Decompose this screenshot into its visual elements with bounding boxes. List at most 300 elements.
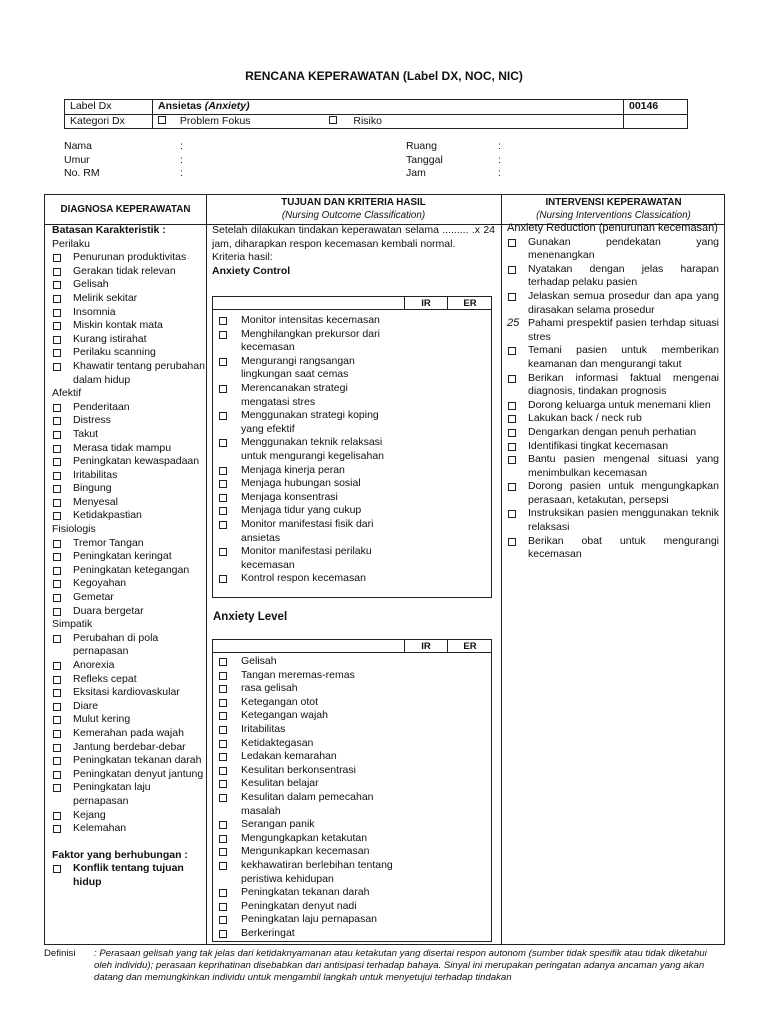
item-label: Peningkatan tekanan darah bbox=[73, 754, 202, 767]
tujuan-intro-block bbox=[212, 224, 495, 278]
patient-info-right-colons bbox=[498, 140, 501, 181]
item-label: Identifikasi tingkat kecemasan bbox=[528, 439, 669, 452]
checkbox[interactable] bbox=[508, 347, 516, 355]
checkbox[interactable] bbox=[219, 672, 227, 680]
afektif-list bbox=[52, 401, 207, 523]
list-item bbox=[218, 927, 398, 941]
colon: : bbox=[180, 167, 183, 179]
item-label: Peningkatan kewaspadaan bbox=[73, 455, 200, 468]
item-label: Temani pasien untuk memberikan keamanan dan mengurangi takut bbox=[528, 344, 719, 370]
list-item bbox=[52, 768, 207, 782]
list-item bbox=[52, 360, 207, 387]
list-item bbox=[52, 809, 207, 823]
list-item bbox=[218, 859, 398, 886]
checkbox[interactable] bbox=[53, 540, 61, 548]
checkbox[interactable] bbox=[219, 685, 227, 693]
item-label: Kontrol respon kecemasan bbox=[241, 572, 366, 585]
item-label: Dorong pasien untuk mengungkapkan perasaan, ketakutan, persepsi bbox=[528, 480, 719, 506]
checkbox[interactable] bbox=[219, 889, 227, 897]
list-item bbox=[218, 818, 398, 832]
list-item bbox=[218, 764, 398, 778]
checkbox[interactable] bbox=[53, 703, 61, 711]
item-label: Refleks cepat bbox=[73, 672, 137, 685]
checkbox[interactable] bbox=[508, 538, 516, 546]
item-label: Menggunakan strategi koping yang efektif bbox=[241, 409, 379, 435]
item-label: Iritabilitas bbox=[241, 722, 286, 735]
checkbox[interactable] bbox=[219, 930, 227, 938]
list-item bbox=[218, 886, 398, 900]
no-rm-label: No. RM bbox=[64, 167, 100, 179]
checkbox[interactable] bbox=[53, 689, 61, 697]
checkbox[interactable] bbox=[219, 358, 227, 366]
item-label: Tremor Tangan bbox=[73, 536, 144, 549]
kategori-empty-cell bbox=[624, 114, 688, 129]
ruang-label: Ruang bbox=[406, 140, 437, 152]
list-item bbox=[52, 496, 207, 510]
list-item bbox=[52, 754, 207, 768]
list-item bbox=[52, 632, 207, 659]
list-item bbox=[218, 355, 398, 382]
problem-fokus-checkbox[interactable] bbox=[158, 116, 166, 124]
list-item bbox=[52, 482, 207, 496]
item-label: Berikan informasi faktual mengenai diagnosis, tindakan prognosis bbox=[528, 371, 719, 398]
list-item bbox=[507, 426, 719, 440]
item-label: Miskin kontak mata bbox=[73, 319, 163, 332]
item-label: Perilaku scanning bbox=[73, 346, 156, 359]
checkbox[interactable] bbox=[53, 485, 61, 493]
colon: : bbox=[498, 167, 501, 179]
checkbox[interactable] bbox=[508, 483, 516, 491]
batasan-heading: Batasan Karakteristik : bbox=[52, 224, 166, 236]
list-item bbox=[218, 696, 398, 710]
list-item bbox=[218, 791, 398, 818]
item-label: Ledakan kemarahan bbox=[241, 750, 337, 763]
checkbox[interactable] bbox=[219, 331, 227, 339]
item-label: Mengunkapkan kecemasan bbox=[241, 845, 370, 858]
checkbox[interactable] bbox=[53, 865, 61, 873]
list-item bbox=[52, 251, 207, 265]
item-label: Menjaga kinerja peran bbox=[241, 463, 345, 476]
item-label: Lakukan back / neck rub bbox=[528, 412, 642, 425]
item-label: Merasa tidak mampu bbox=[73, 441, 172, 454]
checkbox[interactable] bbox=[219, 903, 227, 911]
checkbox[interactable] bbox=[53, 512, 61, 520]
checkbox[interactable] bbox=[53, 676, 61, 684]
checkbox[interactable] bbox=[508, 443, 516, 451]
item-label: Perubahan di pola pernapasan bbox=[73, 631, 159, 658]
checkbox[interactable] bbox=[219, 548, 227, 556]
item-label: Iritabilitas bbox=[73, 468, 118, 481]
checkbox[interactable] bbox=[53, 431, 61, 439]
checkbox[interactable] bbox=[53, 662, 61, 670]
item-label: Kelemahan bbox=[73, 822, 127, 835]
list-item bbox=[218, 409, 398, 436]
colon: : bbox=[180, 140, 183, 152]
problem-fokus-label: Problem Fokus bbox=[179, 114, 251, 127]
list-item bbox=[507, 507, 719, 534]
list-item bbox=[52, 455, 207, 469]
list-item bbox=[218, 655, 398, 669]
list-item bbox=[52, 292, 207, 306]
item-label: Gemetar bbox=[73, 591, 114, 604]
checkbox[interactable] bbox=[53, 812, 61, 820]
list-item bbox=[507, 317, 719, 344]
patient-info-left bbox=[64, 140, 100, 181]
list-item bbox=[52, 428, 207, 442]
list-item bbox=[52, 713, 207, 727]
item-label: Menjaga hubungan sosial bbox=[241, 477, 361, 490]
list-item bbox=[52, 509, 207, 523]
item-label: Serangan panik bbox=[241, 818, 315, 831]
checkbox[interactable] bbox=[53, 295, 61, 303]
label-dx-name: Ansietas bbox=[158, 100, 202, 112]
column-header-tujuan-sub: (Nursing Outcome Classification) bbox=[281, 209, 426, 221]
item-label: Khawatir tentang perubahan dalam hidup bbox=[73, 359, 205, 386]
tanggal-label: Tanggal bbox=[406, 153, 443, 166]
list-item bbox=[218, 913, 398, 927]
checkbox[interactable] bbox=[219, 480, 227, 488]
checkbox[interactable] bbox=[53, 445, 61, 453]
checkbox[interactable] bbox=[53, 553, 61, 561]
item-label: Jantung berdebar-debar bbox=[73, 740, 186, 753]
checkbox[interactable] bbox=[508, 456, 516, 464]
item-label: Dengarkan dengan penuh perhatian bbox=[528, 425, 697, 438]
column-divider bbox=[501, 195, 502, 944]
checkbox[interactable] bbox=[53, 417, 61, 425]
item-label: Menghilangkan prekursor dari kecemasan bbox=[241, 327, 380, 354]
checkbox[interactable] bbox=[53, 608, 61, 616]
item-label: Berikan obat untuk mengurangi kecemasan bbox=[528, 534, 719, 561]
list-item bbox=[218, 382, 398, 409]
list-item bbox=[507, 399, 719, 413]
diagnosa-column bbox=[52, 224, 207, 890]
column-header-intervensi-text: INTERVENSI KEPERAWATAN bbox=[545, 197, 682, 208]
perilaku-heading: Perilaku bbox=[52, 237, 90, 250]
item-label: Peningkatan ketegangan bbox=[73, 563, 190, 576]
kategori-options bbox=[153, 114, 624, 129]
item-label: Ketidaktegasan bbox=[241, 736, 314, 749]
item-label: Peningkatan denyut nadi bbox=[241, 899, 357, 912]
list-item bbox=[218, 682, 398, 696]
checkbox[interactable] bbox=[219, 494, 227, 502]
item-label: Duara bergetar bbox=[73, 604, 144, 617]
checkbox[interactable] bbox=[53, 349, 61, 357]
item-label: kekhawatiran berlebihan tentang peristiwa kehidupan bbox=[241, 858, 393, 885]
jam-label: Jam bbox=[406, 167, 426, 179]
checkbox[interactable] bbox=[219, 835, 227, 843]
checkbox[interactable] bbox=[508, 375, 516, 383]
checkbox[interactable] bbox=[219, 821, 227, 829]
checkbox[interactable] bbox=[219, 753, 227, 761]
label-dx-english: (Anxiety) bbox=[204, 100, 250, 112]
list-item bbox=[218, 750, 398, 764]
item-label: Gelisah bbox=[73, 278, 109, 291]
list-item bbox=[52, 673, 207, 687]
fisiologis-heading: Fisiologis bbox=[52, 523, 96, 536]
item-label: Gerakan tidak relevan bbox=[73, 264, 176, 277]
list-item bbox=[52, 265, 207, 279]
list-item bbox=[52, 727, 207, 741]
checkbox[interactable] bbox=[219, 916, 227, 924]
list-item bbox=[52, 591, 207, 605]
list-item bbox=[507, 440, 719, 454]
colon: : bbox=[498, 153, 501, 166]
page-title: RENCANA KEPERAWATAN (Label DX, NOC, NIC) bbox=[245, 69, 523, 83]
anxiety-control-table bbox=[212, 296, 492, 598]
risiko-checkbox[interactable] bbox=[329, 116, 337, 124]
checkbox[interactable] bbox=[219, 467, 227, 475]
list-item bbox=[218, 723, 398, 737]
item-label: Gelisah bbox=[241, 655, 277, 667]
checkbox[interactable] bbox=[219, 521, 227, 529]
checkbox[interactable] bbox=[508, 415, 516, 423]
checkbox[interactable] bbox=[219, 862, 227, 870]
item-label: Anorexia bbox=[73, 659, 115, 671]
checkbox[interactable] bbox=[219, 726, 227, 734]
definition-text: : Perasaan gelisah yang tak jelas dari ketidaknyamanan atau ketakutan yang disertai respon autonom (sumber tidak spesifik atau tidak diketahui oleh individu); perasaan keprihatinan disebabkan dari antisipasi terhadap bahaya. Sinyal ini merupakan peringatan adanya ancaman yang akan datang dan memungkinkan individu untuk mengambil langkah untuk menyetujui terhadap tindakan bbox=[94, 948, 707, 984]
er-column-header: ER bbox=[463, 641, 477, 652]
item-label: Tangan meremas-remas bbox=[241, 668, 355, 681]
item-label: Kesulitan berkonsentrasi bbox=[241, 763, 356, 776]
item-label: Kesulitan belajar bbox=[241, 777, 319, 790]
list-item bbox=[218, 832, 398, 846]
list-item bbox=[52, 659, 207, 673]
simpatik-heading: Simpatik bbox=[52, 618, 93, 631]
tujuan-intro: Setelah dilakukan tindakan keperawatan selama ......... .x 24 jam, diharapkan respon kecemasan kembali normal. bbox=[212, 224, 495, 250]
anxiety-reduction-title: Anxiety Reduction (penurunan kecemasan) bbox=[507, 222, 718, 234]
diagnosis-header-table bbox=[64, 99, 688, 129]
item-label: Peningkatan denyut jantung bbox=[73, 767, 204, 780]
fisiologis-list bbox=[52, 537, 207, 619]
item-label: Takut bbox=[73, 427, 99, 440]
item-label: Peningkatan laju pernapasan bbox=[241, 913, 378, 926]
list-item bbox=[52, 550, 207, 564]
list-item bbox=[218, 669, 398, 683]
list-item bbox=[507, 344, 719, 371]
checkbox[interactable] bbox=[508, 239, 516, 247]
checkbox[interactable] bbox=[53, 771, 61, 779]
item-label: Bingung bbox=[73, 482, 112, 495]
list-item bbox=[218, 328, 398, 355]
care-plan-table bbox=[44, 194, 725, 945]
checkbox[interactable] bbox=[219, 767, 227, 775]
item-label: Kemerahan pada wajah bbox=[73, 726, 184, 739]
label-dx-value bbox=[153, 100, 624, 115]
checkbox[interactable] bbox=[53, 472, 61, 480]
checkbox[interactable] bbox=[53, 567, 61, 575]
checkbox[interactable] bbox=[53, 281, 61, 289]
item-label: Jelaskan semua prosedur dan apa yang dirasakan selama prosedur bbox=[528, 289, 719, 316]
checkbox[interactable] bbox=[219, 385, 227, 393]
list-item bbox=[218, 314, 398, 328]
checkbox[interactable] bbox=[508, 402, 516, 410]
list-item bbox=[52, 537, 207, 551]
checkbox[interactable] bbox=[53, 309, 61, 317]
item-label: Pahami prespektif pasien terhdap situasi stres bbox=[528, 317, 719, 343]
list-item bbox=[52, 414, 207, 428]
item-label: Kegoyahan bbox=[73, 577, 127, 590]
checkbox[interactable] bbox=[53, 404, 61, 412]
item-label: Ketegangan otot bbox=[241, 695, 319, 708]
item-label: Kesulitan dalam pemecahan masalah bbox=[241, 790, 374, 817]
umur-label: Umur bbox=[64, 153, 90, 166]
checkbox[interactable] bbox=[53, 594, 61, 602]
list-item bbox=[218, 545, 398, 572]
list-item bbox=[507, 263, 719, 290]
checkbox[interactable] bbox=[219, 575, 227, 583]
list-item bbox=[52, 862, 207, 889]
patient-info-left-colons bbox=[180, 140, 183, 181]
checkbox[interactable] bbox=[53, 757, 61, 765]
checkbox[interactable] bbox=[508, 510, 516, 518]
item-label: Kejang bbox=[73, 808, 106, 821]
simpatik-list bbox=[52, 632, 207, 836]
list-item bbox=[52, 278, 207, 292]
list-item bbox=[218, 845, 398, 859]
checkbox[interactable] bbox=[219, 699, 227, 707]
list-item bbox=[218, 464, 398, 478]
item-label: Monitor intensitas kecemasan bbox=[241, 314, 380, 326]
list-item bbox=[218, 737, 398, 751]
anxiety-control-title: Anxiety Control bbox=[212, 264, 291, 277]
kategori-key: Kategori Dx bbox=[65, 114, 153, 129]
ir-column-header: IR bbox=[421, 298, 431, 309]
item-label: Bantu pasien mengenal situasi yang menimbulkan kecemasan bbox=[528, 453, 719, 479]
item-label: Penderitaan bbox=[73, 400, 130, 413]
patient-info-right bbox=[406, 140, 443, 181]
colon: : bbox=[498, 140, 501, 152]
checkbox[interactable] bbox=[508, 293, 516, 301]
item-label: rasa gelisah bbox=[241, 682, 298, 695]
list-item bbox=[507, 453, 719, 480]
item-label: Gunakan pendekatan yang menenangkan bbox=[528, 235, 719, 262]
item-label: Monitor manifestasi fisik dari ansietas bbox=[241, 517, 374, 544]
item-label: Penurunan produktivitas bbox=[73, 251, 187, 264]
list-item bbox=[52, 442, 207, 456]
checkbox[interactable] bbox=[53, 268, 61, 276]
item-label: Kurang istirahat bbox=[73, 332, 147, 345]
intervensi-column bbox=[507, 222, 719, 562]
list-item bbox=[507, 535, 719, 562]
item-label: Eksitasi kardiovaskular bbox=[73, 686, 180, 699]
list-item bbox=[52, 686, 207, 700]
checkbox[interactable] bbox=[53, 825, 61, 833]
checkbox[interactable] bbox=[219, 439, 227, 447]
checkbox[interactable] bbox=[53, 458, 61, 466]
list-item bbox=[52, 306, 207, 320]
item-label: Konflik tentang tujuan hidup bbox=[73, 862, 184, 888]
list-item bbox=[52, 346, 207, 360]
item-label: Nyatakan dengan jelas harapan terhadap pelaku pasien bbox=[528, 262, 719, 289]
column-header-intervensi-sub: (Nursing Interventions Classication) bbox=[536, 209, 691, 221]
intervensi-list bbox=[507, 236, 719, 562]
list-item bbox=[507, 480, 719, 507]
ir-column-header: IR bbox=[421, 641, 431, 652]
checkbox[interactable] bbox=[53, 784, 61, 792]
list-item bbox=[52, 700, 207, 714]
list-item bbox=[218, 504, 398, 518]
checkbox[interactable] bbox=[219, 794, 227, 802]
checkbox[interactable] bbox=[53, 254, 61, 262]
checkbox[interactable] bbox=[53, 336, 61, 344]
list-item bbox=[52, 469, 207, 483]
checkbox[interactable] bbox=[508, 429, 516, 437]
list-item bbox=[52, 401, 207, 415]
column-header-diagnosa bbox=[45, 195, 206, 224]
list-item bbox=[218, 900, 398, 914]
list-item bbox=[507, 236, 719, 263]
list-item bbox=[52, 605, 207, 619]
item-label: Merencanakan strategi mengatasi stres bbox=[241, 381, 348, 408]
anxiety-level-items bbox=[218, 655, 398, 940]
checkbox[interactable] bbox=[219, 712, 227, 720]
list-item bbox=[52, 564, 207, 578]
checkbox[interactable] bbox=[53, 730, 61, 738]
anxiety-level-table bbox=[212, 639, 492, 942]
item-label: Peningkatan laju pernapasan bbox=[73, 781, 151, 807]
item-label: Distress bbox=[73, 414, 111, 427]
item-label: Mulut kering bbox=[73, 713, 131, 726]
nama-label: Nama bbox=[64, 140, 93, 152]
item-label: Menyesal bbox=[73, 495, 118, 508]
list-item bbox=[52, 781, 207, 808]
list-item bbox=[218, 477, 398, 491]
item-label: Menjaga tidur yang cukup bbox=[241, 504, 362, 517]
list-item bbox=[218, 518, 398, 545]
list-item bbox=[218, 572, 398, 586]
checkbox[interactable] bbox=[508, 266, 516, 274]
checkbox[interactable] bbox=[219, 740, 227, 748]
list-item bbox=[218, 491, 398, 505]
item-label: Ketidakpastian bbox=[73, 509, 142, 522]
item-label: Instruksikan pasien menggunakan teknik relaksasi bbox=[528, 507, 719, 534]
faktor-list bbox=[52, 862, 207, 889]
definition-label: Definisi bbox=[44, 948, 76, 959]
item-label: Berkeringat bbox=[241, 926, 295, 939]
list-item bbox=[218, 709, 398, 723]
list-item bbox=[218, 436, 398, 463]
anxiety-control-items bbox=[218, 314, 398, 586]
item-label: Menggunakan teknik relaksasi untuk mengurangi kegelisahan bbox=[241, 436, 385, 462]
checkbox[interactable] bbox=[219, 658, 227, 666]
checkbox[interactable] bbox=[53, 580, 61, 588]
label-dx-key: Label Dx bbox=[65, 100, 153, 115]
item-label: Mengurangi rangsangan lingkungan saat cemas bbox=[241, 354, 355, 381]
checkbox[interactable] bbox=[219, 412, 227, 420]
checkbox[interactable] bbox=[53, 499, 61, 507]
checkbox[interactable] bbox=[219, 507, 227, 515]
list-item bbox=[507, 372, 719, 399]
checkbox[interactable] bbox=[53, 635, 61, 643]
checkbox[interactable] bbox=[53, 363, 61, 371]
list-item bbox=[507, 412, 719, 426]
checkbox[interactable] bbox=[53, 322, 61, 330]
afektif-heading: Afektif bbox=[52, 387, 82, 400]
checkbox[interactable] bbox=[219, 848, 227, 856]
item-label: Monitor manifestasi perilaku kecemasan bbox=[241, 545, 372, 571]
item-label: Ketegangan wajah bbox=[241, 709, 328, 722]
column-header-tujuan bbox=[206, 195, 501, 224]
item-label: Diare bbox=[73, 699, 99, 712]
item-label: Mengungkapkan ketakutan bbox=[241, 831, 368, 844]
anxiety-level-title: Anxiety Level bbox=[213, 611, 288, 623]
checkbox[interactable] bbox=[219, 780, 227, 788]
colon: : bbox=[180, 153, 183, 166]
checkbox[interactable] bbox=[53, 744, 61, 752]
checkbox[interactable] bbox=[53, 716, 61, 724]
checkbox[interactable] bbox=[219, 317, 227, 325]
column-header-tujuan-text: TUJUAN DAN KRITERIA HASIL bbox=[281, 197, 426, 208]
